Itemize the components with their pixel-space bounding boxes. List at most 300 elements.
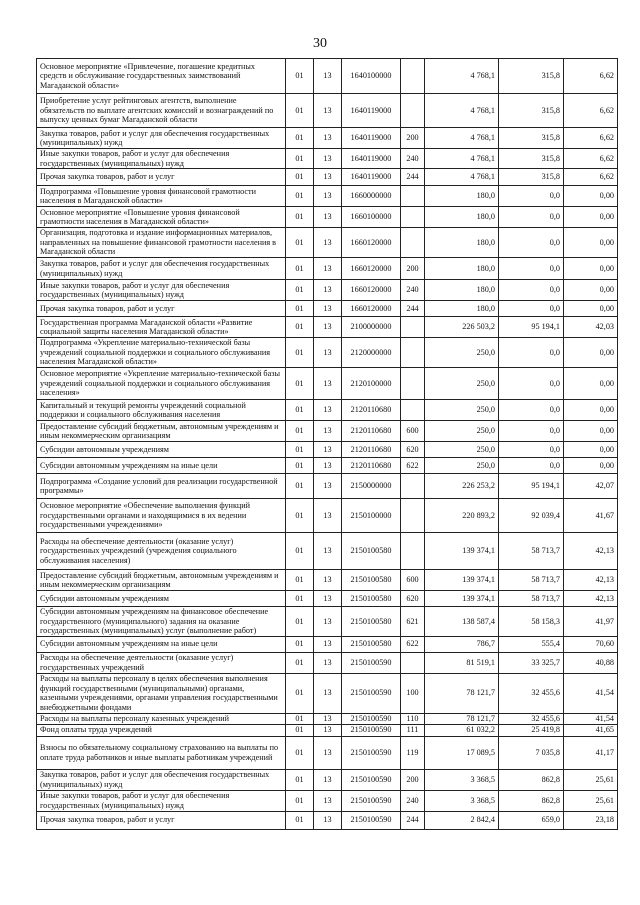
row-name: Взносы по обязательному социальному страхованию на выплаты по оплате труда работников и иные выплаты работникам учреждений [37, 736, 286, 769]
row-name: Предоставление субсидий бюджетным, автономным учреждениям и иным некоммерческим организациям [37, 570, 286, 591]
row-planned-amount: 139 374,1 [425, 591, 499, 607]
row-subsection: 13 [314, 474, 342, 499]
row-name: Закупка товаров, работ и услуг для обеспечения государственных (муниципальных) нужд [37, 769, 286, 790]
row-subsection: 13 [314, 458, 342, 474]
row-target-code: 2150100580 [342, 636, 401, 652]
row-section: 01 [286, 533, 314, 570]
row-target-code: 2150100590 [342, 652, 401, 673]
table-row [37, 59, 618, 94]
row-subsection: 13 [314, 317, 342, 338]
row-target-code: 1660000000 [342, 186, 401, 207]
row-section: 01 [286, 368, 314, 400]
budget-table [36, 58, 618, 830]
row-target-code: 1660120000 [342, 258, 401, 280]
row-planned-amount: 250,0 [425, 442, 499, 458]
row-expense-type: 600 [401, 421, 425, 442]
row-section: 01 [286, 228, 314, 258]
row-percent-executed: 6,62 [564, 149, 618, 169]
row-name: Капитальный и текущий ремонты учреждений социальной поддержки и социального обслуживания населения [37, 400, 286, 421]
row-name: Фонд оплаты труда учреждений [37, 724, 286, 736]
row-name: Государственная программа Магаданской области «Развитие социальной защиты населения Магаданской области» [37, 317, 286, 338]
row-subsection: 13 [314, 533, 342, 570]
row-percent-executed: 0,00 [564, 400, 618, 421]
row-expense-type: 240 [401, 790, 425, 811]
row-name: Основное мероприятие «Привлечение, погашение кредитных средств и обслуживание государственных заимствований Магаданской области» [37, 59, 286, 94]
row-target-code: 2150100590 [342, 790, 401, 811]
row-section: 01 [286, 59, 314, 94]
row-target-code: 2120110680 [342, 421, 401, 442]
table-row [37, 186, 618, 207]
row-expense-type: 119 [401, 736, 425, 769]
row-planned-amount: 61 032,2 [425, 724, 499, 736]
row-expense-type [401, 186, 425, 207]
row-expense-type [401, 228, 425, 258]
row-percent-executed: 41,54 [564, 673, 618, 713]
row-planned-amount: 4 768,1 [425, 128, 499, 149]
row-percent-executed: 0,00 [564, 458, 618, 474]
row-target-code: 1640119000 [342, 94, 401, 128]
row-expense-type: 244 [401, 811, 425, 829]
table-row [37, 280, 618, 301]
row-planned-amount: 180,0 [425, 280, 499, 301]
row-expense-type [401, 652, 425, 673]
row-name: Иные закупки товаров, работ и услуг для обеспечения государственных (муниципальных) нужд [37, 280, 286, 301]
table-row [37, 790, 618, 811]
table-row [37, 673, 618, 713]
budget-table-body [37, 59, 618, 830]
row-planned-amount: 2 842,4 [425, 811, 499, 829]
row-actual-amount: 862,8 [499, 769, 564, 790]
row-name: Закупка товаров, работ и услуг для обеспечения государственных (муниципальных) нужд [37, 128, 286, 149]
row-subsection: 13 [314, 713, 342, 724]
row-expense-type [401, 94, 425, 128]
row-percent-executed: 6,62 [564, 59, 618, 94]
row-percent-executed: 0,00 [564, 368, 618, 400]
row-percent-executed: 42,13 [564, 570, 618, 591]
row-target-code: 2150100590 [342, 673, 401, 713]
row-percent-executed: 0,00 [564, 338, 618, 368]
table-row [37, 736, 618, 769]
row-name: Основное мероприятие «Повышение уровня финансовой грамотности населения в Магаданской области» [37, 207, 286, 228]
row-percent-executed: 41,67 [564, 499, 618, 533]
row-planned-amount: 139 374,1 [425, 570, 499, 591]
row-percent-executed: 0,00 [564, 280, 618, 301]
row-section: 01 [286, 769, 314, 790]
row-target-code: 2150100580 [342, 533, 401, 570]
row-percent-executed: 41,97 [564, 607, 618, 637]
row-name: Основное мероприятие «Обеспечение выполнения функций государственными органами и находящимися в их ведении государственными учреждениями» [37, 499, 286, 533]
row-actual-amount: 0,0 [499, 186, 564, 207]
row-target-code: 1660120000 [342, 228, 401, 258]
row-planned-amount: 180,0 [425, 301, 499, 317]
row-section: 01 [286, 317, 314, 338]
row-target-code: 2150100580 [342, 591, 401, 607]
row-actual-amount: 315,8 [499, 59, 564, 94]
row-planned-amount: 250,0 [425, 400, 499, 421]
row-section: 01 [286, 301, 314, 317]
table-row [37, 421, 618, 442]
row-planned-amount: 180,0 [425, 207, 499, 228]
row-actual-amount: 0,0 [499, 400, 564, 421]
row-actual-amount: 315,8 [499, 94, 564, 128]
row-target-code: 2150100590 [342, 713, 401, 724]
row-percent-executed: 42,13 [564, 591, 618, 607]
row-section: 01 [286, 458, 314, 474]
row-expense-type: 200 [401, 769, 425, 790]
row-percent-executed: 41,65 [564, 724, 618, 736]
row-name: Закупка товаров, работ и услуг для обеспечения государственных (муниципальных) нужд [37, 258, 286, 280]
row-percent-executed: 25,61 [564, 790, 618, 811]
row-subsection: 13 [314, 736, 342, 769]
row-expense-type [401, 317, 425, 338]
row-actual-amount: 659,0 [499, 811, 564, 829]
row-subsection: 13 [314, 790, 342, 811]
row-subsection: 13 [314, 258, 342, 280]
row-section: 01 [286, 149, 314, 169]
row-percent-executed: 0,00 [564, 228, 618, 258]
row-actual-amount: 0,0 [499, 301, 564, 317]
row-target-code: 1640100000 [342, 59, 401, 94]
row-planned-amount: 139 374,1 [425, 533, 499, 570]
row-section: 01 [286, 421, 314, 442]
table-row [37, 442, 618, 458]
row-actual-amount: 315,8 [499, 149, 564, 169]
row-percent-executed: 0,00 [564, 186, 618, 207]
row-actual-amount: 0,0 [499, 207, 564, 228]
row-target-code: 1660100000 [342, 207, 401, 228]
row-name: Прочая закупка товаров, работ и услуг [37, 301, 286, 317]
row-target-code: 2150100000 [342, 499, 401, 533]
row-actual-amount: 32 455,6 [499, 673, 564, 713]
row-actual-amount: 0,0 [499, 442, 564, 458]
row-section: 01 [286, 207, 314, 228]
row-actual-amount: 555,4 [499, 636, 564, 652]
row-actual-amount: 0,0 [499, 421, 564, 442]
row-name: Субсидии автономным учреждениям на иные цели [37, 458, 286, 474]
row-name: Подпрограмма «Укрепление материально-технической базы учреждений социальной поддержки и социального обслуживания населения Магаданской области» [37, 338, 286, 368]
row-expense-type: 110 [401, 713, 425, 724]
row-actual-amount: 0,0 [499, 368, 564, 400]
row-expense-type: 620 [401, 442, 425, 458]
row-expense-type [401, 338, 425, 368]
row-target-code: 2100000000 [342, 317, 401, 338]
row-expense-type: 620 [401, 591, 425, 607]
row-target-code: 1660120000 [342, 301, 401, 317]
row-section: 01 [286, 258, 314, 280]
row-target-code: 2150000000 [342, 474, 401, 499]
row-percent-executed: 23,18 [564, 811, 618, 829]
row-name: Иные закупки товаров, работ и услуг для обеспечения государственных (муниципальных) нужд [37, 790, 286, 811]
row-actual-amount: 58 713,7 [499, 591, 564, 607]
row-target-code: 2150100590 [342, 769, 401, 790]
row-actual-amount: 315,8 [499, 128, 564, 149]
row-actual-amount: 0,0 [499, 258, 564, 280]
row-subsection: 13 [314, 570, 342, 591]
row-expense-type: 240 [401, 280, 425, 301]
row-subsection: 13 [314, 228, 342, 258]
table-row [37, 652, 618, 673]
row-planned-amount: 4 768,1 [425, 149, 499, 169]
table-row [37, 400, 618, 421]
row-planned-amount: 786,7 [425, 636, 499, 652]
row-name: Расходы на обеспечение деятельности (оказание услуг) государственных учреждений [37, 652, 286, 673]
row-planned-amount: 81 519,1 [425, 652, 499, 673]
row-target-code: 2120100000 [342, 368, 401, 400]
row-expense-type [401, 499, 425, 533]
row-subsection: 13 [314, 652, 342, 673]
table-row [37, 228, 618, 258]
row-section: 01 [286, 724, 314, 736]
table-row [37, 169, 618, 186]
row-section: 01 [286, 713, 314, 724]
row-target-code: 2150100590 [342, 811, 401, 829]
row-planned-amount: 3 368,5 [425, 790, 499, 811]
row-section: 01 [286, 499, 314, 533]
row-section: 01 [286, 811, 314, 829]
row-expense-type: 622 [401, 458, 425, 474]
table-row [37, 499, 618, 533]
row-actual-amount: 33 325,7 [499, 652, 564, 673]
row-expense-type: 200 [401, 258, 425, 280]
row-actual-amount: 25 419,8 [499, 724, 564, 736]
row-section: 01 [286, 652, 314, 673]
table-row [37, 713, 618, 724]
row-planned-amount: 220 893,2 [425, 499, 499, 533]
row-section: 01 [286, 474, 314, 499]
row-actual-amount: 95 194,1 [499, 317, 564, 338]
row-name: Подпрограмма «Создание условий для реализации государственной программы» [37, 474, 286, 499]
table-row [37, 636, 618, 652]
row-target-code: 2120110680 [342, 458, 401, 474]
row-percent-executed: 40,88 [564, 652, 618, 673]
row-name: Иные закупки товаров, работ и услуг для обеспечения государственных (муниципальных) нужд [37, 149, 286, 169]
table-row [37, 317, 618, 338]
row-expense-type [401, 207, 425, 228]
row-planned-amount: 78 121,7 [425, 713, 499, 724]
row-target-code: 2150100580 [342, 607, 401, 637]
row-subsection: 13 [314, 724, 342, 736]
row-actual-amount: 58 713,7 [499, 570, 564, 591]
row-percent-executed: 41,54 [564, 713, 618, 724]
row-subsection: 13 [314, 280, 342, 301]
row-percent-executed: 42,03 [564, 317, 618, 338]
row-section: 01 [286, 607, 314, 637]
row-subsection: 13 [314, 186, 342, 207]
row-section: 01 [286, 169, 314, 186]
row-section: 01 [286, 790, 314, 811]
row-subsection: 13 [314, 442, 342, 458]
row-name: Субсидии автономным учреждениям [37, 442, 286, 458]
row-section: 01 [286, 94, 314, 128]
row-target-code: 2150100590 [342, 736, 401, 769]
row-target-code: 1640119000 [342, 169, 401, 186]
row-percent-executed: 0,00 [564, 421, 618, 442]
row-actual-amount: 0,0 [499, 228, 564, 258]
row-target-code: 2120110680 [342, 442, 401, 458]
row-expense-type [401, 59, 425, 94]
table-row [37, 207, 618, 228]
row-subsection: 13 [314, 769, 342, 790]
row-expense-type [401, 368, 425, 400]
row-subsection: 13 [314, 301, 342, 317]
row-name: Подпрограмма «Повышение уровня финансовой грамотности населения в Магаданской области» [37, 186, 286, 207]
row-subsection: 13 [314, 636, 342, 652]
row-section: 01 [286, 128, 314, 149]
table-row [37, 458, 618, 474]
row-planned-amount: 250,0 [425, 458, 499, 474]
row-subsection: 13 [314, 499, 342, 533]
row-planned-amount: 78 121,7 [425, 673, 499, 713]
row-actual-amount: 0,0 [499, 280, 564, 301]
row-subsection: 13 [314, 207, 342, 228]
row-section: 01 [286, 400, 314, 421]
row-actual-amount: 58 158,3 [499, 607, 564, 637]
row-subsection: 13 [314, 673, 342, 713]
row-percent-executed: 25,61 [564, 769, 618, 790]
row-percent-executed: 6,62 [564, 94, 618, 128]
row-name: Расходы на выплаты персоналу казенных учреждений [37, 713, 286, 724]
row-percent-executed: 0,00 [564, 442, 618, 458]
table-row [37, 591, 618, 607]
row-target-code: 2120110680 [342, 400, 401, 421]
table-row [37, 128, 618, 149]
row-expense-type: 600 [401, 570, 425, 591]
row-name: Основное мероприятие «Укрепление материально-технической базы учреждений социальной поддержки и социального обслуживания населения» [37, 368, 286, 400]
page-number: 30 [313, 36, 327, 51]
table-row [37, 338, 618, 368]
table-row [37, 301, 618, 317]
row-section: 01 [286, 673, 314, 713]
row-planned-amount: 226 503,2 [425, 317, 499, 338]
row-expense-type: 200 [401, 128, 425, 149]
row-actual-amount: 58 713,7 [499, 533, 564, 570]
row-planned-amount: 4 768,1 [425, 59, 499, 94]
row-name: Расходы на обеспечение деятельности (оказание услуг) государственных учреждений (учреждения социального обслуживания населения) [37, 533, 286, 570]
row-target-code: 1640119000 [342, 149, 401, 169]
row-planned-amount: 17 089,5 [425, 736, 499, 769]
row-target-code: 1660120000 [342, 280, 401, 301]
row-planned-amount: 180,0 [425, 228, 499, 258]
table-row [37, 769, 618, 790]
row-actual-amount: 95 194,1 [499, 474, 564, 499]
row-name: Субсидии автономным учреждениям [37, 591, 286, 607]
row-name: Приобретение услуг рейтинговых агентств, выполнение обязательств по выплате агентских комиссий и вознаграждений по выпуску ценных бумаг Магаданской области [37, 94, 286, 128]
row-actual-amount: 862,8 [499, 790, 564, 811]
row-section: 01 [286, 280, 314, 301]
row-name: Организация, подготовка и издание информационных материалов, направленных на повышение финансовой грамотности населения в Магаданской области [37, 228, 286, 258]
row-name: Прочая закупка товаров, работ и услуг [37, 811, 286, 829]
table-row [37, 811, 618, 829]
table-row [37, 724, 618, 736]
row-planned-amount: 250,0 [425, 368, 499, 400]
row-expense-type: 100 [401, 673, 425, 713]
row-subsection: 13 [314, 368, 342, 400]
row-percent-executed: 42,07 [564, 474, 618, 499]
row-actual-amount: 0,0 [499, 338, 564, 368]
row-percent-executed: 0,00 [564, 207, 618, 228]
row-section: 01 [286, 186, 314, 207]
row-percent-executed: 6,62 [564, 128, 618, 149]
row-percent-executed: 42,13 [564, 533, 618, 570]
row-name: Предоставление субсидий бюджетным, автономным учреждениям и иным некоммерческим организациям [37, 421, 286, 442]
row-actual-amount: 32 455,6 [499, 713, 564, 724]
table-row [37, 258, 618, 280]
table-row [37, 368, 618, 400]
table-row [37, 533, 618, 570]
row-section: 01 [286, 442, 314, 458]
row-subsection: 13 [314, 811, 342, 829]
row-name: Прочая закупка товаров, работ и услуг [37, 169, 286, 186]
row-planned-amount: 180,0 [425, 186, 499, 207]
row-planned-amount: 3 368,5 [425, 769, 499, 790]
row-subsection: 13 [314, 421, 342, 442]
row-name: Субсидии автономным учреждениям на иные цели [37, 636, 286, 652]
row-expense-type: 111 [401, 724, 425, 736]
table-row [37, 94, 618, 128]
table-row [37, 570, 618, 591]
row-expense-type [401, 474, 425, 499]
row-subsection: 13 [314, 128, 342, 149]
row-planned-amount: 138 587,4 [425, 607, 499, 637]
row-percent-executed: 41,17 [564, 736, 618, 769]
row-planned-amount: 4 768,1 [425, 94, 499, 128]
row-subsection: 13 [314, 591, 342, 607]
row-target-code: 1640119000 [342, 128, 401, 149]
table-row [37, 607, 618, 637]
table-row [37, 149, 618, 169]
row-planned-amount: 4 768,1 [425, 169, 499, 186]
row-planned-amount: 226 253,2 [425, 474, 499, 499]
row-percent-executed: 70,60 [564, 636, 618, 652]
row-subsection: 13 [314, 338, 342, 368]
row-expense-type: 244 [401, 169, 425, 186]
row-planned-amount: 250,0 [425, 421, 499, 442]
row-section: 01 [286, 591, 314, 607]
row-percent-executed: 0,00 [564, 258, 618, 280]
row-expense-type: 244 [401, 301, 425, 317]
table-row [37, 474, 618, 499]
row-target-code: 2150100590 [342, 724, 401, 736]
row-actual-amount: 0,0 [499, 458, 564, 474]
row-subsection: 13 [314, 149, 342, 169]
row-section: 01 [286, 736, 314, 769]
row-subsection: 13 [314, 169, 342, 186]
row-expense-type: 621 [401, 607, 425, 637]
row-subsection: 13 [314, 94, 342, 128]
row-section: 01 [286, 636, 314, 652]
row-subsection: 13 [314, 607, 342, 637]
row-section: 01 [286, 570, 314, 591]
row-expense-type: 622 [401, 636, 425, 652]
row-actual-amount: 315,8 [499, 169, 564, 186]
row-name: Субсидии автономным учреждениям на финансовое обеспечение государственного (муниципального) задания на оказание государственных (муниципальных) услуг (выполнение работ) [37, 607, 286, 637]
row-expense-type: 240 [401, 149, 425, 169]
row-planned-amount: 180,0 [425, 258, 499, 280]
row-section: 01 [286, 338, 314, 368]
row-percent-executed: 6,62 [564, 169, 618, 186]
row-subsection: 13 [314, 400, 342, 421]
row-target-code: 2120000000 [342, 338, 401, 368]
row-expense-type [401, 400, 425, 421]
row-expense-type [401, 533, 425, 570]
row-actual-amount: 7 035,8 [499, 736, 564, 769]
row-actual-amount: 92 039,4 [499, 499, 564, 533]
row-subsection: 13 [314, 59, 342, 94]
row-target-code: 2150100580 [342, 570, 401, 591]
row-percent-executed: 0,00 [564, 301, 618, 317]
row-planned-amount: 250,0 [425, 338, 499, 368]
row-name: Расходы на выплаты персоналу в целях обеспечения выполнения функций государственными (муниципальными) органами, казенными учреждениями, органами управления государственными внебюджетными фондами [37, 673, 286, 713]
